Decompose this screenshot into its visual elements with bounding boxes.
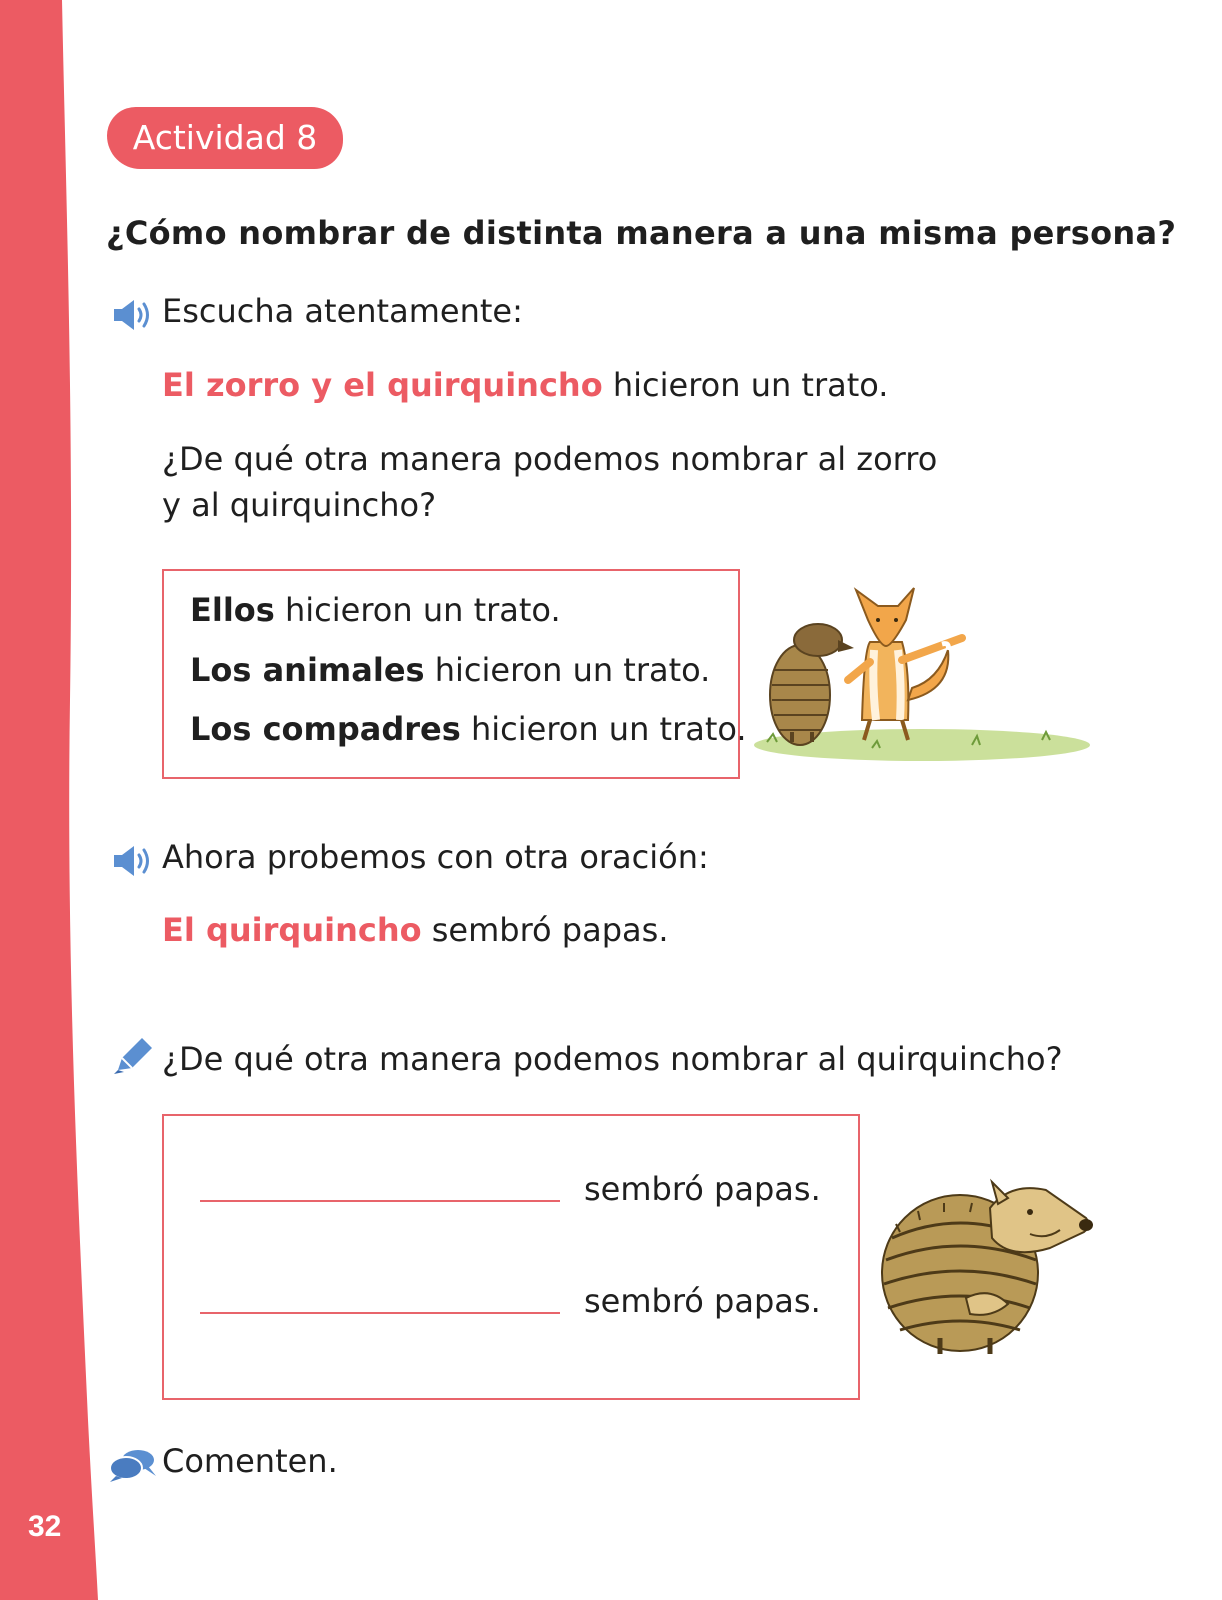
- writing-box: [162, 1114, 860, 1400]
- follow-up-question-line-2: y al quirquincho?: [162, 486, 437, 524]
- answer-example: Ellos hicieron un trato.: [190, 591, 561, 629]
- armadillo-illustration: [880, 1168, 1110, 1358]
- sentence-predicate: hicieron un trato.: [602, 366, 889, 404]
- instruction-listen: Escucha atentamente:: [162, 292, 523, 330]
- answer-example: Los animales hicieron un trato.: [190, 651, 711, 689]
- instruction-write: ¿De qué otra manera podemos nombrar al quirquincho?: [162, 1040, 1063, 1078]
- footer-instruction: Comenten.: [162, 1442, 338, 1480]
- sentence-predicate: sembró papas.: [421, 911, 669, 949]
- pencil-icon: [112, 1036, 154, 1076]
- example-sentence-1: [162, 366, 888, 404]
- answer-blank-line[interactable]: [200, 1312, 560, 1314]
- side-band: [0, 0, 110, 1600]
- speech-bubbles-icon: [108, 1448, 158, 1484]
- speaker-icon[interactable]: [112, 298, 154, 332]
- answer-example: Los compadres hicieron un trato.: [190, 710, 747, 748]
- activity-label: Actividad 8: [107, 107, 343, 169]
- follow-up-question-line-1: ¿De qué otra manera podemos nombrar al zorro: [162, 440, 938, 478]
- answer-examples-box: [162, 569, 747, 779]
- sentence-subject-highlight: El zorro y el quirquincho: [162, 366, 603, 404]
- speaker-icon[interactable]: [112, 844, 154, 878]
- answer-suffix: sembró papas.: [584, 1282, 821, 1320]
- instruction-try-another: Ahora probemos con otra oración:: [162, 838, 709, 876]
- page-title: ¿Cómo nombrar de distinta manera a una misma persona?: [106, 214, 1177, 252]
- sentence-subject-highlight: El quirquincho: [162, 911, 422, 949]
- page-number: 32: [28, 1510, 62, 1543]
- answer-blank-line[interactable]: [200, 1200, 560, 1202]
- answer-suffix: sembró papas.: [584, 1170, 821, 1208]
- example-sentence-2: [162, 911, 668, 949]
- fox-and-armadillo-illustration: [752, 580, 1102, 770]
